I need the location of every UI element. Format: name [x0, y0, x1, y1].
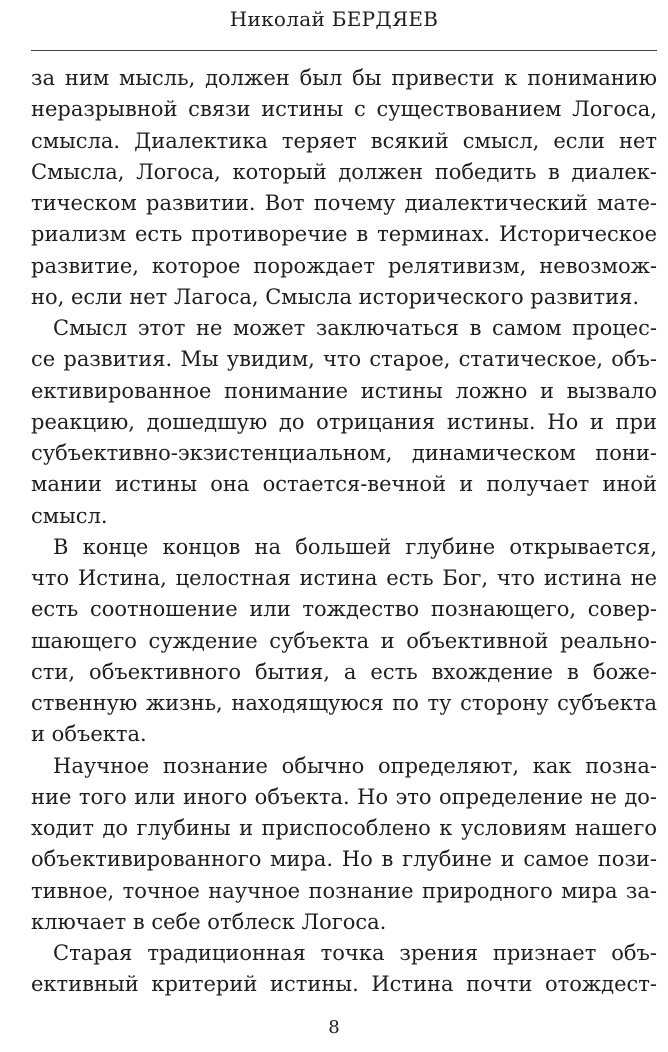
text-line: тическом развитии. Вот почему диалектический мате-: [31, 191, 657, 215]
paragraph: [31, 532, 657, 751]
text-line: объективированного мира. Но в глубине и самое пози-: [31, 847, 657, 872]
text-line: Старая традиционная точка зрения признает объ-: [53, 941, 657, 965]
text-line: что Истина, целостная истина есть Бог, что истина не: [31, 566, 657, 590]
text-line: ключает в себе отблеск Логоса.: [31, 909, 387, 934]
running-header: Николай БЕРДЯЕВ: [229, 7, 439, 31]
text-line: ходит до глубины и приспособлено к условиям нашего: [31, 816, 657, 840]
text-line: смысл.: [31, 503, 108, 528]
body-text: [31, 63, 657, 1001]
text-line: мании истины она остается-вечной и получает иной: [31, 472, 657, 497]
paragraph: [31, 313, 657, 532]
text-line: шающего суждение субъекта и объективной реально-: [31, 628, 657, 653]
text-line: Смысл этот не может заключаться в самом процес-: [53, 316, 657, 340]
page-number: 8: [328, 1017, 340, 1038]
text-line: смысла. Диалектика теряет всякий смысл, если нет: [31, 128, 657, 153]
paragraph: [31, 938, 657, 1001]
text-line: ективный критерий истины. Истина почти отождест-: [31, 972, 657, 997]
text-line: ективированное понимание истины ложно и вызвало: [31, 378, 657, 403]
paragraph: [31, 63, 657, 313]
text-line: реакцию, дошедшую до отрицания истины. Но и при: [31, 409, 657, 434]
text-line: се развития. Мы увидим, что старое, статическое, объ-: [31, 347, 657, 372]
text-line: развитие, которое порождает релятивизм, невозмож-: [31, 253, 657, 278]
text-line: сти, объективного бытия, а есть вхождение в боже-: [31, 659, 657, 684]
text-line: субъективно-экзистенциальном, динамическом пони-: [31, 441, 657, 465]
header-divider: [31, 50, 657, 51]
text-line: риализм есть противоречие в терминах. Историческое: [31, 222, 657, 247]
text-line: Смысла, Логоса, который должен победить в диалек-: [31, 159, 657, 184]
text-line: и объекта.: [31, 722, 147, 747]
text-line: но, если нет Лагоса, Смысла исторического развития.: [31, 284, 640, 309]
text-line: ственную жизнь, находящуюся по ту сторону субъекта: [31, 691, 657, 715]
text-line: есть соотношение или тождество познающего, совер-: [31, 597, 657, 622]
text-line: неразрывной связи истины с существованием Логоса,: [31, 97, 657, 122]
text-line: тивное, точное научное познание природного мира за-: [31, 878, 657, 903]
text-line: В конце концов на большей глубине открывается,: [53, 534, 657, 559]
paragraph: [31, 751, 657, 939]
text-line: Научное познание обычно определяют, как позна-: [53, 753, 657, 778]
text-line: ние того или иного объекта. Но это определение не до-: [31, 784, 657, 809]
text-line: за ним мысль, должен был бы привести к пониманию: [31, 66, 657, 90]
